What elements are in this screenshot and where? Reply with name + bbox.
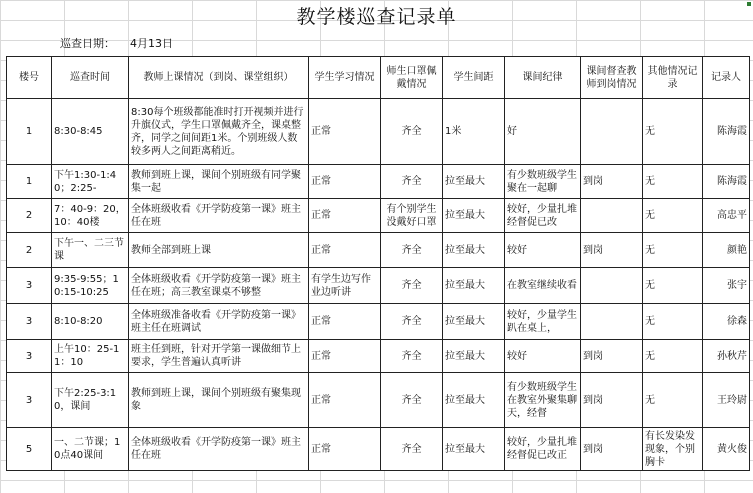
header-time[interactable]: 巡查时间	[52, 57, 129, 99]
mask-cell[interactable]	[381, 304, 443, 340]
discipline-cell[interactable]	[505, 165, 581, 199]
cell-text: 陈海霞	[717, 176, 747, 187]
distance-cell[interactable]	[443, 428, 505, 471]
time-cell[interactable]	[52, 373, 129, 428]
time-cell[interactable]	[52, 165, 129, 199]
other-cell[interactable]	[643, 340, 703, 373]
cell-text: 教师到班上课，课间个别班级有聚集现象	[131, 388, 301, 412]
cell-text: 陈海霞	[717, 126, 747, 137]
cell-text: 齐全	[401, 443, 422, 455]
cell-text: 较好，少量扎堆经督促已改	[507, 203, 577, 228]
student-study-cell[interactable]	[309, 199, 381, 233]
cell-text: 无	[645, 126, 655, 137]
cell-text: 有少数班级学生聚在一起聊	[507, 169, 577, 194]
cell-text: 较好，少量扎堆经督促已改正	[507, 437, 577, 461]
cell-text: 无	[645, 394, 655, 406]
header-recorder[interactable]: 记录人	[703, 57, 750, 99]
header-mask[interactable]: 师生口罩佩戴情况	[381, 57, 443, 99]
teacher-status-cell[interactable]	[129, 165, 309, 199]
supervisor-cell[interactable]	[581, 373, 643, 428]
distance-cell[interactable]	[443, 165, 505, 199]
cell-text: 教师全部到班上课	[131, 244, 211, 256]
cell-text: 拉至最大	[445, 280, 485, 291]
cell-text: 3	[25, 394, 33, 406]
cell-text: 在教室继续收看	[507, 280, 577, 291]
supervisor-cell[interactable]	[581, 340, 643, 373]
cell-text: 9:35-9:55；10:15-10:25	[54, 273, 119, 298]
building-cell[interactable]	[7, 268, 52, 304]
building-cell[interactable]	[7, 340, 52, 373]
teacher-status-cell[interactable]	[129, 340, 309, 373]
cell-text: 拉至最大	[445, 210, 485, 221]
mask-cell[interactable]	[381, 165, 443, 199]
table-row	[7, 304, 750, 340]
cell-text: 全体班级准备收看《开学防疫第一课》班主任在班调试	[131, 309, 301, 334]
discipline-cell[interactable]	[505, 428, 581, 471]
building-cell[interactable]	[7, 165, 52, 199]
cell-text: 班主任到班，针对开学第一课做细节上要求，学生普遍认真听讲	[131, 344, 301, 368]
cell-text: 8:30每个班级都能准时打开视频并进行升旗仪式，学生口罩佩戴齐全，课桌整齐，同学之间间距1米。个别班级人数较多两人之间距离稍近。	[131, 106, 304, 157]
other-cell[interactable]	[643, 99, 703, 165]
distance-cell[interactable]	[443, 304, 505, 340]
discipline-cell[interactable]	[505, 233, 581, 268]
cell-text: 有少数班级学生在教室外聚集聊天，经督	[507, 381, 577, 419]
cell-text: 拉至最大	[445, 394, 485, 406]
supervisor-cell[interactable]	[581, 165, 643, 199]
other-cell[interactable]	[643, 199, 703, 233]
table-row	[7, 199, 750, 233]
supervisor-cell[interactable]	[581, 233, 643, 268]
distance-cell[interactable]	[443, 199, 505, 233]
cell-text: 到岗	[583, 443, 603, 455]
cell-text: 到岗	[583, 176, 603, 187]
inspection-date-label: 巡查日期：	[60, 37, 115, 50]
table-row	[7, 373, 750, 428]
header-supervisor[interactable]: 课间督查教师到岗情况	[581, 57, 643, 99]
cell-text: 拉至最大	[445, 443, 485, 455]
table-row	[7, 165, 750, 199]
cell-text: 2	[25, 244, 33, 256]
distance-cell[interactable]	[443, 373, 505, 428]
table-body	[7, 99, 750, 471]
cell-text: 到岗	[583, 244, 603, 256]
cell-text: 黄火俊	[717, 443, 747, 455]
table-row	[7, 340, 750, 373]
cell-text: 下午1:30-1:40；2:25-	[54, 169, 117, 194]
supervisor-cell[interactable]	[581, 428, 643, 471]
recorder-cell[interactable]	[703, 340, 750, 373]
distance-cell[interactable]	[443, 99, 505, 165]
discipline-cell[interactable]	[505, 99, 581, 165]
inspection-record-table	[6, 56, 750, 471]
cell-text: 5	[25, 443, 33, 455]
time-cell[interactable]	[52, 233, 129, 268]
cell-text: 较好，少量学生趴在桌上，	[507, 309, 577, 334]
cell-text: 正常	[311, 350, 331, 362]
student-study-cell[interactable]	[309, 165, 381, 199]
supervisor-cell[interactable]	[581, 304, 643, 340]
cell-text: 8:10-8:20	[54, 316, 103, 327]
recorder-cell[interactable]	[703, 428, 750, 471]
cell-text: 下午一、二三节课	[54, 238, 124, 262]
building-cell[interactable]	[7, 99, 52, 165]
cell-text: 无	[645, 210, 655, 221]
header-building[interactable]: 楼号	[7, 57, 52, 99]
cell-text: 好	[507, 126, 517, 137]
mask-cell[interactable]	[381, 268, 443, 304]
cell-text: 1米	[445, 126, 462, 137]
cell-text: 张宇	[727, 280, 747, 291]
cell-text: 拉至最大	[445, 244, 485, 256]
building-cell[interactable]	[7, 233, 52, 268]
cell-text: 齐全	[401, 176, 422, 187]
cell-text: 无	[645, 316, 655, 327]
table-row	[7, 233, 750, 268]
teacher-status-cell[interactable]	[129, 199, 309, 233]
mask-cell[interactable]	[381, 99, 443, 165]
header-other[interactable]: 其他情况记录	[643, 57, 703, 99]
teacher-status-cell[interactable]	[129, 268, 309, 304]
cell-text: 齐全	[401, 126, 422, 137]
mask-cell[interactable]	[381, 233, 443, 268]
header-distance[interactable]: 学生间距	[443, 57, 505, 99]
distance-cell[interactable]	[443, 340, 505, 373]
discipline-cell[interactable]	[505, 373, 581, 428]
cell-text: 正常	[311, 316, 331, 327]
cell-text: 颜艳	[727, 244, 747, 256]
student-study-cell[interactable]	[309, 99, 381, 165]
cell-text: 全体班级收看《开学防疫第一课》班主任在班	[131, 203, 301, 228]
recorder-cell[interactable]	[703, 373, 750, 428]
distance-cell[interactable]	[443, 268, 505, 304]
cell-text: 1	[25, 126, 33, 137]
other-cell[interactable]	[643, 165, 703, 199]
cell-text: 有长发染发现象，个别胸卡	[645, 430, 695, 468]
student-study-cell[interactable]	[309, 304, 381, 340]
cell-text: 教师到班上课，课间个别班级有同学聚集一起	[131, 169, 301, 194]
header-discipline[interactable]: 课间纪律	[505, 57, 581, 99]
cell-text: 无	[645, 350, 655, 362]
discipline-cell[interactable]	[505, 304, 581, 340]
mask-cell[interactable]	[381, 340, 443, 373]
cell-text: 下午2:25-3:10，课间	[54, 388, 117, 412]
cell-text: 3	[25, 350, 33, 362]
mask-cell[interactable]	[381, 373, 443, 428]
distance-cell[interactable]	[443, 233, 505, 268]
cell-text: 齐全	[401, 394, 422, 406]
cell-text: 拉至最大	[445, 350, 485, 362]
cell-text: 正常	[311, 394, 331, 406]
cell-text: 高忠平	[717, 210, 747, 221]
recorder-cell[interactable]	[703, 165, 750, 199]
teacher-status-cell[interactable]	[129, 233, 309, 268]
header-student-study[interactable]: 学生学习情况	[309, 57, 381, 99]
building-cell[interactable]	[7, 428, 52, 471]
cell-text: 徐森	[727, 316, 747, 327]
cell-text: 正常	[311, 176, 331, 187]
cell-text: 孙秋芹	[717, 350, 747, 362]
table-row	[7, 99, 750, 165]
recorder-cell[interactable]	[703, 304, 750, 340]
time-cell[interactable]	[52, 304, 129, 340]
header-teacher-status[interactable]: 教师上课情况（到岗、课堂组织）	[129, 57, 309, 99]
cell-text: 到岗	[583, 350, 603, 362]
time-cell[interactable]	[52, 428, 129, 471]
cell-text: 拉至最大	[445, 176, 485, 187]
recorder-cell[interactable]	[703, 233, 750, 268]
cell-text: 齐全	[401, 350, 422, 362]
building-cell[interactable]	[7, 373, 52, 428]
cell-text: 无	[645, 244, 655, 256]
cell-text: 齐全	[401, 280, 422, 291]
teacher-status-cell[interactable]	[129, 304, 309, 340]
other-cell[interactable]	[643, 428, 703, 471]
cell-text: 8:30-8:45	[54, 126, 103, 137]
cell-text: 有学生边写作业边听讲	[311, 273, 371, 298]
cell-text: 3	[25, 280, 33, 291]
time-cell[interactable]	[52, 199, 129, 233]
cell-text: 齐全	[401, 316, 422, 327]
teacher-status-cell[interactable]	[129, 373, 309, 428]
cell-text: 7：40-9：20，10：40楼	[54, 203, 126, 228]
student-study-cell[interactable]	[309, 373, 381, 428]
time-cell[interactable]	[52, 99, 129, 165]
supervisor-cell[interactable]	[581, 199, 643, 233]
cell-text: 无	[645, 280, 655, 291]
other-cell[interactable]	[643, 268, 703, 304]
cell-text: 1	[25, 176, 33, 187]
table-row	[7, 268, 750, 304]
cell-text: 正常	[311, 210, 331, 221]
student-study-cell[interactable]	[309, 268, 381, 304]
recorder-cell[interactable]	[703, 99, 750, 165]
cell-text: 3	[25, 316, 33, 327]
cell-text: 2	[25, 210, 33, 221]
other-cell[interactable]	[643, 304, 703, 340]
cell-text: 全体班级收看《开学防疫第一课》班主任在班	[131, 437, 301, 461]
student-study-cell[interactable]	[309, 233, 381, 268]
teacher-status-cell[interactable]	[129, 99, 309, 165]
discipline-cell[interactable]	[505, 199, 581, 233]
page-title: 教学楼巡查记录单	[296, 6, 457, 28]
recorder-cell[interactable]	[703, 268, 750, 304]
time-cell[interactable]	[52, 340, 129, 373]
inspection-date-value[interactable]: 4月13日	[130, 37, 173, 50]
cell-text: 有个别学生没戴好口罩	[386, 203, 437, 228]
student-study-cell[interactable]	[309, 428, 381, 471]
mask-cell[interactable]	[381, 428, 443, 471]
cell-text: 一、二节课；10点40课间	[54, 437, 121, 461]
table-row	[7, 428, 750, 471]
building-cell[interactable]	[7, 304, 52, 340]
recorder-cell[interactable]	[703, 199, 750, 233]
building-cell[interactable]	[7, 199, 52, 233]
supervisor-cell[interactable]	[581, 268, 643, 304]
cell-text: 正常	[311, 443, 331, 455]
discipline-cell[interactable]	[505, 268, 581, 304]
supervisor-cell[interactable]	[581, 99, 643, 165]
cell-text: 正常	[311, 244, 331, 256]
cell-text: 正常	[311, 126, 331, 137]
time-cell[interactable]	[52, 268, 129, 304]
discipline-cell[interactable]	[505, 340, 581, 373]
cell-text: 齐全	[401, 244, 422, 256]
other-cell[interactable]	[643, 373, 703, 428]
cell-text: 拉至最大	[445, 316, 485, 327]
cell-text: 上午10：25-11：10	[54, 344, 120, 368]
teacher-status-cell[interactable]	[129, 428, 309, 471]
cell-text: 全体班级收看《开学防疫第一课》班主任在班；高三教室课桌不够整	[131, 273, 301, 298]
other-cell[interactable]	[643, 233, 703, 268]
cell-text: 较好	[507, 244, 527, 256]
student-study-cell[interactable]	[309, 340, 381, 373]
cell-text: 无	[645, 176, 655, 187]
cell-text: 王玲尉	[717, 394, 747, 406]
cell-text: 到岗	[583, 394, 603, 406]
header-row	[7, 57, 750, 99]
mask-cell[interactable]	[381, 199, 443, 233]
cell-text: 较好	[507, 350, 527, 362]
